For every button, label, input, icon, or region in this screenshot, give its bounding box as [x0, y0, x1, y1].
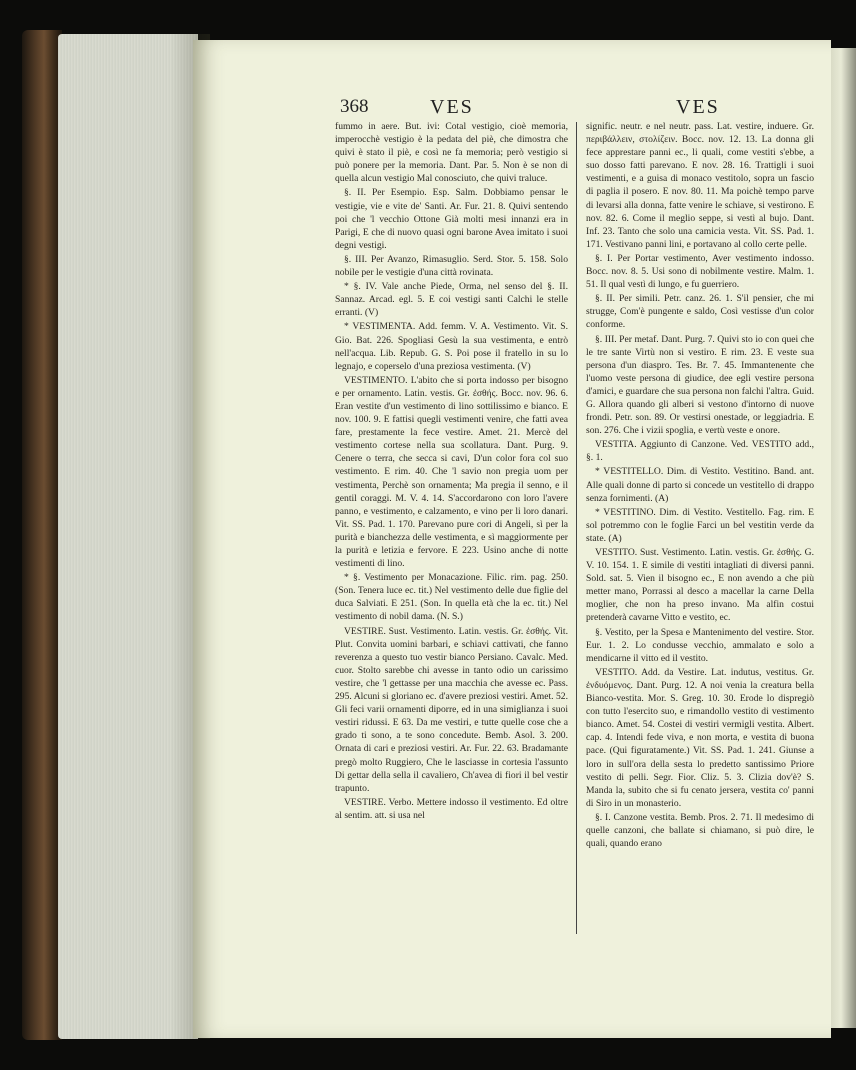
entry-paragraph: * VESTITELLO. Dim. di Vestito. Vestitino. Band. ant. Alle quali donne di parto si concede un vestitello di drappo senza fornimenti. (A)	[586, 466, 814, 504]
entry-paragraph: fummo in aere. But. ivi: Cotal vestigio, cioè memoria, imperocchè vestigio è la pedata del piè, che dimostra che quivi è stato il piè, e così ne fa memoria; però vestigio si può ponere per la memoria. Dant. Par. 5. Non è se non di quella alcun vestigio Mal conosciuto, che quivi traluce.	[335, 121, 568, 185]
entry-paragraph: VESTIRE. Sust. Vestimento. Latin. vestis. Gr. ἐσθής. Vit. Plut. Convita uomini barbari, e schiavi cattivati, che fanno reverenza a questo tuo vestir bianco Persiano. Cavalc. Med. cuor. Stolto sarebbe chi avesse in tanto odio un carissimo vestire, che 'l gettasse per una macchia che avesse ec. Pass. 295. Alcuni si gloriano ec. d'avere preziosi vestiri. Amet. 52. Gli feci varii ornamenti diporre, ed in una simiglianza i suoi vestiri ridussi. E 63. Da me vestiri, e tutte quelle cose che a grado ti sono, a te sono concedute. Bemb. Asol. 3. 200. Ornata di cari e preziosi vestiri. Ar. Fur. 22. 63. Bradamante pregò molto Ruggiero, Che le lasciasse in cortesia l'assunto Di gettar della sella il cavaliero, Ch'avea di fiori il bel vestir trapunto.	[335, 625, 568, 794]
entry-paragraph: * VESTITINO. Dim. di Vestito. Vestitello. Fag. rim. E sol potremmo con le foglie Farci un bel vestitin verde da state. (A)	[586, 506, 814, 544]
right-running-head: VES	[676, 96, 720, 118]
left-running-head: VES	[430, 96, 474, 118]
entry-paragraph: * §. IV. Vale anche Piede, Orma, nel senso del §. II. Sannaz. Arcad. egl. 5. E coi vestigi santi Calchi le stelle erranti. (V)	[335, 281, 568, 319]
book-spine	[22, 30, 62, 1040]
entry-paragraph: §. I. Per Portar vestimento, Aver vestimento indosso. Bocc. nov. 8. 5. Usi sono di nobilmente vestire. Malm. 1. 51. Il qual vestì di lungo, e fu guerriero.	[586, 252, 814, 291]
entry-paragraph: VESTITA. Aggiunto di Canzone. Ved. VESTITO add., §. 1.	[586, 439, 814, 464]
entry-paragraph: §. III. Per Avanzo, Rimasuglio. Serd. Stor. 5. 158. Solo nobile per le vestigie d'una città rovinata.	[335, 253, 568, 279]
entry-paragraph: * §. Vestimento per Monacazione. Filic. rim. pag. 250. (Son. Tenera luce ec. tit.) Nel vestimento delle due figlie del duca Salviati. E 251. (Son. In quella età che la ec. tit.) Nel vestimento di nobil dama. (N. S.)	[335, 572, 568, 623]
entry-paragraph: §. II. Per Esempio. Esp. Salm. Dobbiamo pensar le vestigie, vie e vite de' Santi. Ar. Fur. 21. 8. Quivi sentendo poi che 'l vecchio Ottone Già molti mesi innanzi era in Parigi, E che di nuovo quasi ogni barone Avea imitato i suoi degni vestigi.	[335, 187, 568, 251]
entry-paragraph: §. I. Canzone vestita. Bemb. Pros. 2. 71. Il medesimo di quelle canzoni, che ballate si chiamano, si può dire, le quali, quando erano	[586, 811, 814, 850]
page-number: 368	[340, 96, 369, 117]
entry-paragraph: VESTIMENTO. L'abito che si porta indosso per bisogno e per ornamento. Latin. vestis. Gr. ἐσθής. Bocc. nov. 96. 6. Eran vestite d'un vestimento di lino sottilissimo e bianco. E nov. 100. 9. E fattisi quegli vestimenti venire, che fatti avea fare, prestamente la fece vestire. Amet. 21. Mercè del vestimento cortese nella sua scollatura. Dant. Purg. 9. Cenere o terra, che secca si cavi, D'un color fora col suo vestimento. E rim. 40. Che 'l savio non pregia uom per vestimenta, Perchè son ornamenta; Ma pregia il senno, e il gentil coraggi. M. V. 4. 14. S'accordarono con loro l'avere panno, e vestimento, e calzamento, e vino per li loro danari. Vit. SS. Pad. 1. 170. Parevano pure cori di Angeli, sì per la purità e bianchezza delle vestimenta, e sì maggiormente per la purità e letizia e fervore. E 223. Usino anche di notte vestimenti di lino.	[335, 374, 568, 570]
entry-paragraph: * VESTIMENTA. Add. femm. V. A. Vestimento. Vit. S. Gio. Bat. 226. Spogliasi Gesù la sua vestimenta, e entrò nell'acqua. Lib. Repub. G. S. Poi pose il fratello in su lo legnajo, e coperselo d'una preziosa vestimenta. (V)	[335, 321, 568, 372]
right-column	[586, 120, 814, 940]
column-divider	[576, 122, 577, 934]
entry-paragraph: VESTITO. Add. da Vestire. Lat. indutus, vestitus. Gr. ἐνδυόμενος. Dant. Purg. 12. A noi venia la creatura bella Bianco-vestita. Mor. S. Greg. 10. 30. Erode lo dispregiò con tutto l'esercito suo, e rimandollo vestito di vestimento bianco. Amet. 54. Costei di vestiri vermigli vestita. Albert. cap. 4. Intendi fede viva, e non morta, e vestita di buona pace. (Qui figuratamente.) Vit. SS. Pad. 1. 241. Giunse a loro in sull'ora della sesta lo predetto santissimo Priore vestito di pelli. Segr. Fior. Cliz. 5. 3. Clizia dov'è? S. Manda la, subito che si fu cenato jersera, vestita co' panni di Siro in un monasterio.	[586, 666, 814, 809]
left-column	[335, 120, 568, 940]
entry-paragraph: VESTIRE. Verbo. Mettere indosso il vestimento. Ed oltre al sentim. att. si usa nel	[335, 796, 568, 821]
entry-paragraph: §. III. Per metaf. Dant. Purg. 7. Quivi sto io con quei che le tre sante Virtù non si vestiro. E rim. 23. E veste sua persona d'un diaspro. Tes. Br. 7. 45. Immantenente che l'uomo veste persona di giudice, dee egli vestire persona d'amici, e guardare che sua persona non falchi l'altra. Guid. G. Allora quando gli alberi si vestono d'intorno di nuove frondi. Petr. son. 89. Or vestirsi onestade, or leggiadria. E son. 276. Che i vizii spoglia, e vertù veste e onore.	[586, 333, 814, 437]
entry-paragraph: §. II. Per simili. Petr. canz. 26. 1. S'il pensier, che mi strugge, Com'è pungente e saldo, Così vestisse d'un color conforme.	[586, 293, 814, 331]
entry-paragraph: §. Vestito, per la Spesa e Mantenimento del vestire. Stor. Eur. 1. 2. Lo condusse vecchio, ammalato e solo a mendicarne il vitto ed il vestito.	[586, 626, 814, 664]
entry-paragraph: VESTITO. Sust. Vestimento. Latin. vestis. Gr. ἐσθής. G. V. 10. 154. 1. E simile di vestiti intagliati di diversi panni. Sold. sat. 5. Vien il bisogno ec., E non avendo a che più metter mano, Porrassi al desco a macellar la carne Della moglier, che non ha preso invano. Ma alfin costui pretenderà cavarne Vitto e vestito, ec.	[586, 547, 814, 624]
next-page-edge	[831, 48, 856, 1028]
entry-paragraph: signific. neutr. e nel neutr. pass. Lat. vestire, induere. Gr. περιβάλλειν, στολίζειν. Bocc. nov. 12. 13. La donna gli fece apprestare panni ec., li quali, come vestiti s'ebbe, a suo dosso fatti parevano. E nov. 28. 16. Trattigli i suoi vestimenti, e a guisa di monaco vestitolo, sopra un fascio di paglia il posero. E nov. 80. 11. Ma poichè tempo parve di levarsi alla donna, fatte venire le schiave, si vestirono. E nov. 82. 6. Come il meglio seppe, si vestì al bujo. Dant. Inf. 23. Tanto che solo una camicia vesta. Vit. SS. Pad. 1. 171. Vestivano panni lini, e portavano al collo certe pelle.	[586, 121, 814, 250]
